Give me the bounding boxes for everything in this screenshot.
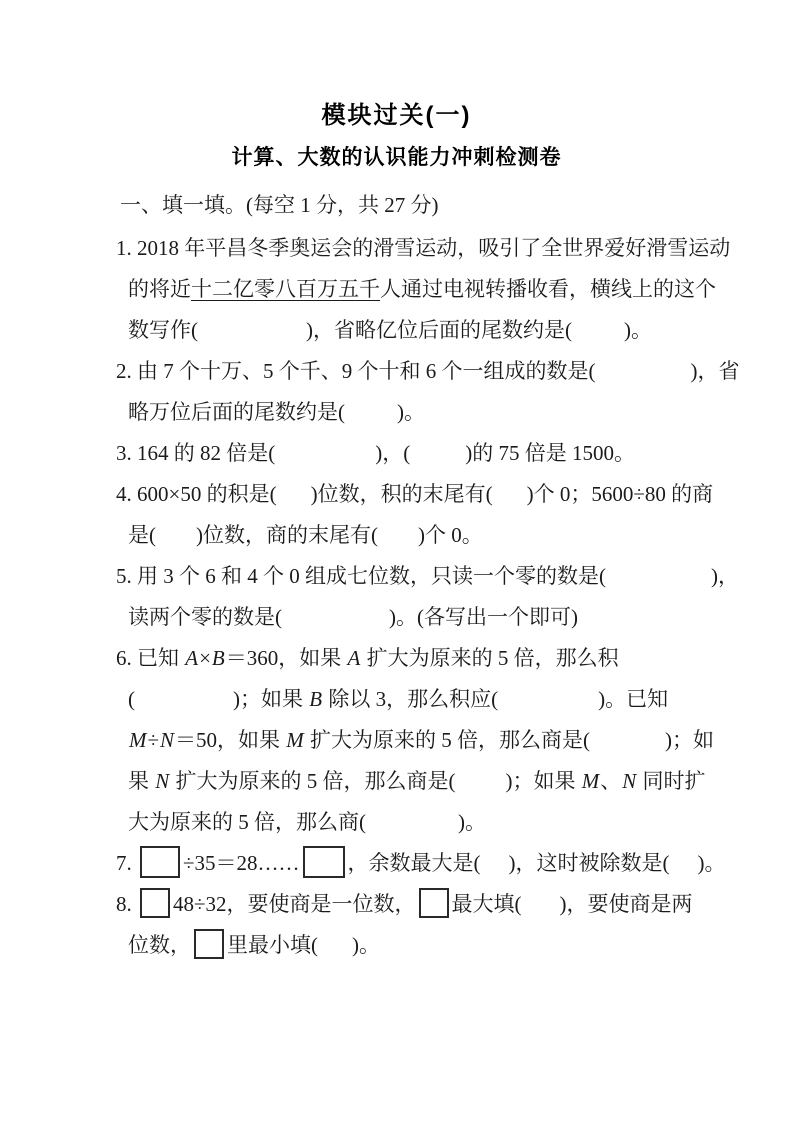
fill-in-box [419, 888, 449, 918]
question-number: 6. [116, 646, 132, 670]
text-run: )。 [624, 318, 652, 342]
text-run: 2018 年平昌冬季奥运会的滑雪运动，吸引了全世界爱好滑雪运动 [137, 236, 731, 260]
question-line [116, 228, 731, 269]
answer-blank [198, 335, 306, 337]
page-subtitle: 计算、大数的认识能力冲刺检测卷 [231, 146, 562, 169]
text-run: N [160, 728, 175, 752]
question-line [116, 351, 740, 392]
answer-blank [410, 458, 465, 460]
answer-blank [275, 458, 375, 460]
answer-blank [318, 950, 352, 952]
question-number: 1. [116, 236, 132, 260]
answer-blank [590, 745, 665, 747]
question-line [128, 925, 716, 966]
question-line [116, 556, 739, 597]
question-item [116, 351, 740, 433]
text-run: A [347, 646, 361, 670]
answer-blank [522, 909, 560, 911]
text-run: 除以 3，那么积应( [323, 687, 499, 711]
answer-blank [378, 540, 418, 542]
question-line [116, 843, 726, 884]
fill-in-box [140, 846, 180, 878]
answer-blank [366, 827, 458, 829]
text-run: 大为原来的 5 倍，那么商( [128, 810, 366, 834]
question-number: 7. [116, 851, 132, 875]
fill-in-box [194, 929, 224, 959]
text-run: ＝360，如果 [225, 646, 347, 670]
question-item [116, 228, 731, 351]
text-run: × [199, 646, 211, 670]
question-item [116, 556, 739, 638]
text-run: 由 7 个十万、5 个千、9 个十和 6 个一组成的数是( [137, 359, 596, 383]
question-item [116, 884, 716, 966]
answer-blank [572, 335, 624, 337]
text-run: )，这时被除数是( [508, 851, 670, 875]
question-item [116, 843, 726, 884]
text-run: )。 [458, 810, 486, 834]
section-heading: 一、填一填。(每空 1 分，共 27 分) [120, 193, 439, 217]
page-title: 模块过关(一) [321, 102, 472, 129]
text-run: M [581, 769, 600, 793]
text-run: )。已知 [598, 687, 669, 711]
fill-in-box [303, 846, 345, 878]
answer-blank [277, 499, 311, 501]
question-item [116, 433, 716, 474]
text-run: )。 [397, 400, 425, 424]
text-run: 是( [128, 523, 156, 547]
question-line [128, 269, 716, 310]
text-run: )，省略亿位后面的尾数约是( [306, 318, 572, 342]
question-line [116, 884, 716, 925]
text-run: 同时扩 [637, 769, 706, 793]
text-run: 用 3 个 6 和 4 个 0 组成七位数，只读一个零的数是( [137, 564, 606, 588]
text-run: N [622, 769, 637, 793]
question-item [116, 638, 716, 843]
text-run: 里最小填( [227, 933, 318, 957]
answer-blank [282, 622, 389, 624]
text-run: ，余数最大是( [347, 851, 481, 875]
question-line [128, 392, 716, 433]
answer-blank [456, 786, 506, 788]
question-line [128, 679, 716, 720]
question-line [116, 433, 716, 474]
text-run: )的 75 倍是 1500。 [465, 441, 635, 465]
text-run: M [129, 728, 147, 752]
text-run: ＝50，如果 [175, 728, 286, 752]
answer-blank [498, 704, 598, 706]
text-run: )。(各写出一个即可) [389, 605, 578, 629]
text-run: ÷35＝28…… [183, 851, 300, 875]
text-run: 的将近 [128, 277, 191, 301]
answer-blank [606, 581, 711, 583]
fill-in-box [140, 888, 170, 918]
answer-blank [493, 499, 527, 501]
text-run: 已知 [137, 646, 185, 670]
text-run: ÷ [147, 728, 160, 752]
question-line [116, 638, 716, 679]
answer-blank [135, 704, 233, 706]
text-run: 164 的 82 倍是( [137, 441, 276, 465]
question-line [128, 310, 716, 351]
text-run: 果 [128, 769, 155, 793]
text-run: 略万位后面的尾数约是( [128, 400, 345, 424]
question-number: 2. [116, 359, 132, 383]
text-run: 扩大为原来的 5 倍，那么积 [361, 646, 619, 670]
question-line [128, 720, 716, 761]
text-run: )；如 [665, 728, 715, 752]
text-run: 读两个零的数是( [128, 605, 282, 629]
text-run: ( [128, 687, 135, 711]
answer-blank [156, 540, 196, 542]
question-number: 5. [116, 564, 132, 588]
text-run: 扩大为原来的 5 倍，那么商是( [304, 728, 591, 752]
answer-blank [670, 868, 698, 870]
text-run: )；如果 [233, 687, 309, 711]
questions-list [116, 228, 740, 966]
text-run: )。 [697, 851, 726, 875]
text-run: B [211, 646, 225, 670]
text-run: N [155, 769, 170, 793]
text-run: A [185, 646, 199, 670]
text-run: )个 0；5600÷80 的商 [526, 482, 714, 506]
text-run: )位数，积的末尾有( [310, 482, 493, 506]
underlined-phrase: 十二亿零八百万五千 [191, 277, 380, 301]
question-number: 3. [116, 441, 132, 465]
text-run: )。 [352, 933, 380, 957]
text-run: )位数，商的末尾有( [196, 523, 378, 547]
text-run: 600×50 的积是( [137, 482, 277, 506]
text-run: 位数， [128, 933, 191, 957]
text-run: 数写作( [128, 318, 198, 342]
text-run: B [309, 687, 323, 711]
text-run: 48÷32，要使商是一位数， [173, 892, 416, 916]
question-line [128, 802, 716, 843]
text-run: )， [711, 564, 739, 588]
text-run: )，( [375, 441, 411, 465]
text-run: 扩大为原来的 5 倍，那么商是( [170, 769, 456, 793]
text-run: 、 [600, 769, 622, 793]
question-item [116, 474, 716, 556]
text-run: )，省 [690, 359, 740, 383]
text-run: )；如果 [505, 769, 581, 793]
text-run: )，要使商是两 [559, 892, 693, 916]
text-run: )个 0。 [418, 523, 483, 547]
question-line [116, 474, 716, 515]
question-number: 8. [116, 892, 132, 916]
question-number: 4. [116, 482, 132, 506]
text-run: M [286, 728, 304, 752]
answer-blank [345, 417, 397, 419]
question-line [128, 515, 716, 556]
text-run: 最大填( [451, 892, 522, 916]
question-line [128, 597, 716, 638]
text-run: 人通过电视转播收看，横线上的这个 [380, 277, 716, 301]
answer-blank [481, 868, 509, 870]
question-line [128, 761, 716, 802]
answer-blank [596, 376, 691, 378]
